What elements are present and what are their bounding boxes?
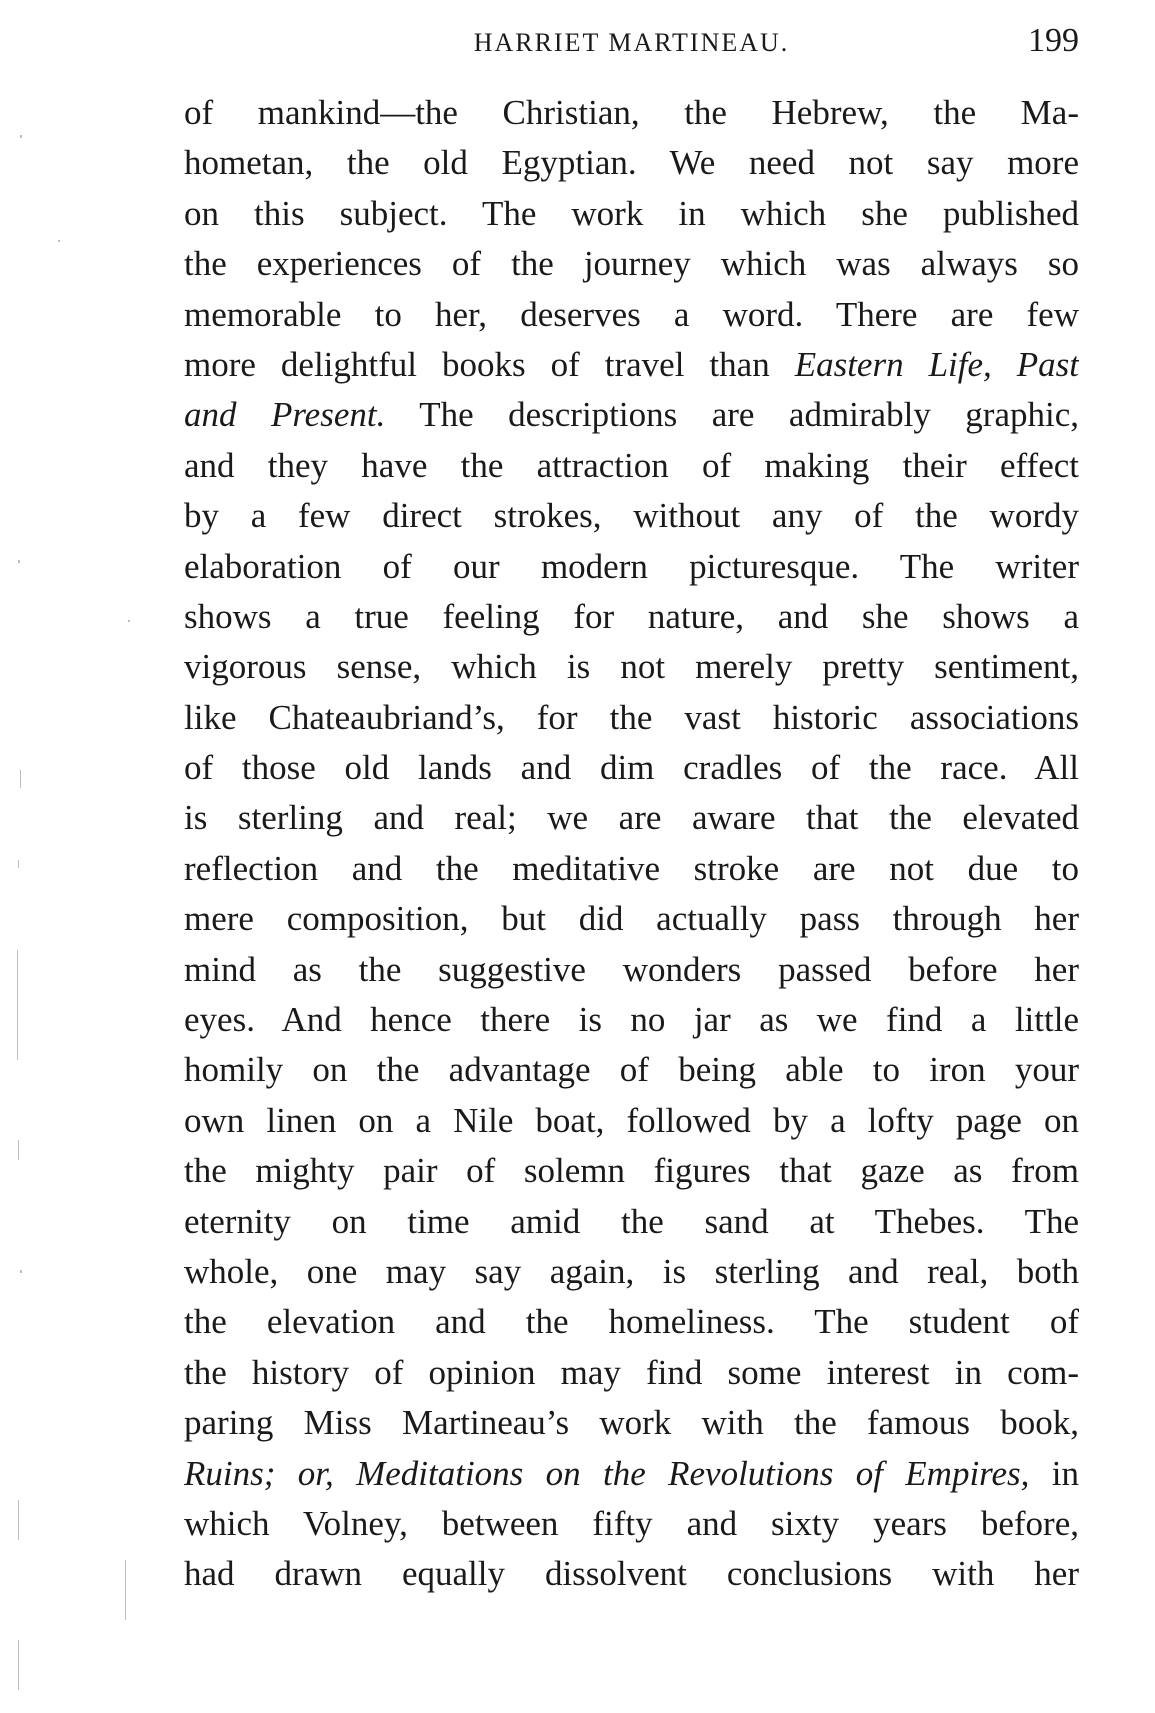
text-segment: own linen on a Nile boat, followed by a lofty page on	[184, 1100, 1079, 1140]
text-segment: by a few direct strokes, without any of the wordy	[184, 496, 1079, 536]
text-segment: the elevation and the homeliness. The student of	[184, 1302, 1079, 1342]
text-line	[184, 138, 1079, 188]
text-line	[184, 1096, 1079, 1146]
text-line	[184, 793, 1079, 843]
text-segment: eternity on time amid the sand at Thebes. The	[184, 1201, 1079, 1241]
text-segment: paring Miss Martineau’s work with the famous book,	[184, 1403, 1079, 1443]
text-segment: the experiences of the journey which was always so	[184, 244, 1079, 284]
text-line	[184, 743, 1079, 793]
scan-margin-artifacts	[0, 0, 140, 1713]
body-text	[184, 88, 1079, 1600]
text-line	[184, 592, 1079, 642]
text-segment: of those old lands and dim cradles of the race. All	[184, 748, 1079, 788]
text-line	[184, 1549, 1079, 1599]
text-segment: whole, one may say again, is sterling and real, both	[184, 1251, 1079, 1291]
text-segment: reflection and the meditative stroke are not due to	[184, 848, 1079, 888]
text-line	[184, 642, 1079, 692]
text-segment: mind as the suggestive wonders passed before her	[184, 949, 1079, 989]
text-segment: vigorous sense, which is not merely pretty sentiment,	[184, 647, 1079, 687]
text-segment: which Volney, between fifty and sixty years before,	[184, 1503, 1079, 1543]
italic-title-text: and Present.	[184, 395, 386, 435]
text-line	[184, 1297, 1079, 1347]
text-line	[184, 1348, 1079, 1398]
text-line	[184, 1146, 1079, 1196]
italic-title-text: Ruins; or, Meditations on the Revolutions of Empires,	[184, 1453, 1030, 1493]
text-line	[184, 1398, 1079, 1448]
text-line	[184, 945, 1079, 995]
text-line	[184, 693, 1079, 743]
text-line	[184, 1247, 1079, 1297]
text-line	[184, 1499, 1079, 1549]
text-line	[184, 340, 1079, 390]
running-title: HARRIET MARTINEAU.	[473, 28, 790, 57]
text-segment: in	[1029, 1453, 1079, 1493]
text-line	[184, 1045, 1079, 1095]
text-line	[184, 894, 1079, 944]
text-line	[184, 491, 1079, 541]
text-segment: hometan, the old Egyptian. We need not say more	[184, 143, 1079, 183]
text-segment: The descriptions are admirably graphic,	[385, 395, 1079, 435]
text-line	[184, 290, 1079, 340]
page-number: 199	[1028, 22, 1079, 59]
text-segment: the mighty pair of solemn figures that gaze as from	[184, 1151, 1079, 1191]
text-segment: elaboration of our modern picturesque. The writer	[184, 546, 1079, 586]
text-segment: is sterling and real; we are aware that the elevated	[184, 798, 1079, 838]
text-line	[184, 995, 1079, 1045]
text-segment: mere composition, but did actually pass through her	[184, 899, 1079, 939]
text-line	[184, 189, 1079, 239]
text-line	[184, 542, 1079, 592]
text-segment: shows a true feeling for nature, and she shows a	[184, 596, 1079, 636]
running-head	[184, 22, 1079, 62]
text-segment: memorable to her, deserves a word. There are few	[184, 294, 1079, 334]
text-segment: of mankind—the Christian, the Hebrew, the Ma-	[184, 93, 1079, 132]
text-line	[184, 844, 1079, 894]
text-segment: like Chateaubriand’s, for the vast historic associations	[184, 697, 1079, 737]
text-segment: eyes. And hence there is no jar as we find a little	[184, 1000, 1079, 1040]
text-segment: homily on the advantage of being able to iron your	[184, 1050, 1079, 1090]
text-line	[184, 1449, 1079, 1499]
text-line	[184, 239, 1079, 289]
text-segment: the history of opinion may find some interest in com-	[184, 1352, 1079, 1392]
text-line	[184, 1197, 1079, 1247]
text-segment: on this subject. The work in which she published	[184, 193, 1079, 233]
text-line	[184, 441, 1079, 491]
text-line	[184, 88, 1079, 138]
text-segment: more delightful books of travel than	[184, 344, 795, 384]
text-line	[184, 390, 1079, 440]
text-segment: had drawn equally dissolvent conclusions with her	[184, 1554, 1079, 1594]
italic-title-text: Eastern Life, Past	[794, 344, 1079, 384]
text-segment: and they have the attraction of making their effect	[184, 445, 1079, 485]
